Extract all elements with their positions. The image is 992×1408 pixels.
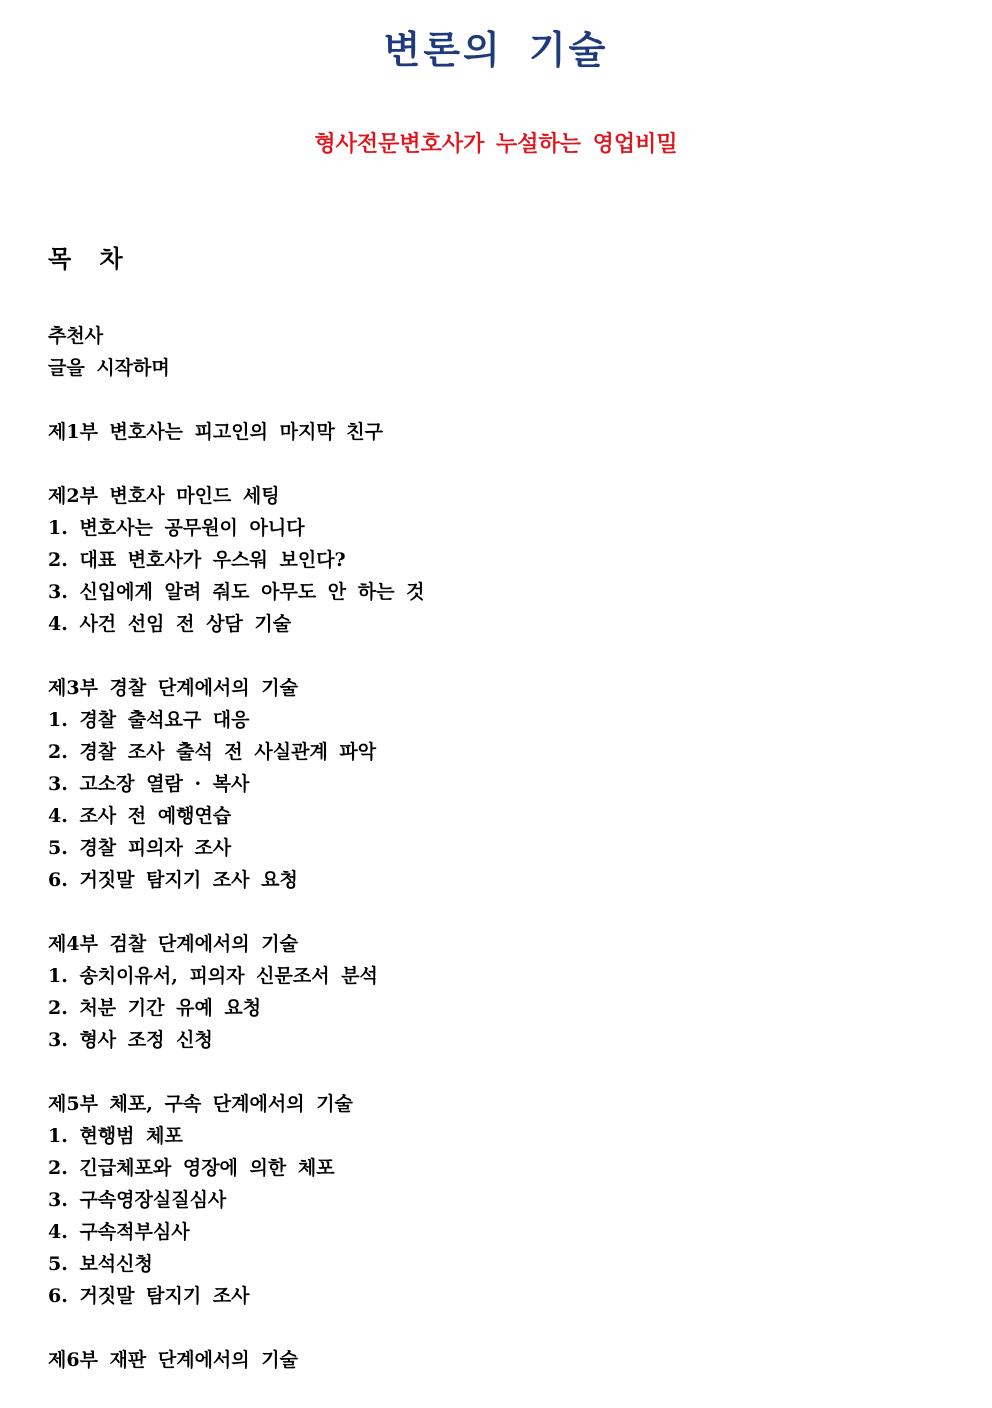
toc-part-title: 제1부 변호사는 피고인의 마지막 친구 (48, 421, 383, 443)
toc-heading: 목 차 (48, 244, 133, 273)
toc-chapter: 2. 경찰 조사 출석 전 사실관계 파악 (48, 741, 377, 763)
toc-chapter: 3. 신입에게 알려 줘도 아무도 안 하는 것 (48, 581, 425, 603)
toc-part-title: 제5부 체포, 구속 단계에서의 기술 (48, 1093, 353, 1115)
toc-entry-introduction: 글을 시작하며 (48, 357, 170, 379)
toc-front-matter (48, 320, 948, 384)
toc-chapter: 2. 긴급체포와 영장에 의한 체포 (48, 1157, 335, 1179)
toc-chapter: 1. 경찰 출석요구 대응 (48, 709, 250, 731)
toc-chapter: 6. 거짓말 탐지기 조사 (48, 1285, 250, 1307)
toc-part-1 (48, 416, 948, 448)
toc-part-title: 제2부 변호사 마인드 세팅 (48, 485, 280, 507)
toc-chapter: 3. 형사 조정 신청 (48, 1029, 213, 1051)
toc-part-6 (48, 1344, 948, 1376)
toc-part-title: 제3부 경찰 단계에서의 기술 (48, 677, 298, 699)
document-title: 변론의 기술 (383, 27, 609, 72)
toc-chapter: 4. 조사 전 예행연습 (48, 805, 232, 827)
toc-chapter: 6. 거짓말 탐지기 조사 요청 (48, 869, 298, 891)
table-of-contents (48, 320, 948, 1408)
toc-chapter: 1. 송치이유서, 피의자 신문조서 분석 (48, 965, 378, 987)
toc-chapter: 5. 경찰 피의자 조사 (48, 837, 232, 859)
toc-chapter: 1. 현행범 체포 (48, 1125, 183, 1147)
toc-part-4 (48, 928, 948, 1056)
document-subtitle: 형사전문변호사가 누설하는 영업비밀 (314, 131, 678, 157)
toc-part-2 (48, 480, 948, 640)
toc-part-title: 제4부 검찰 단계에서의 기술 (48, 933, 298, 955)
toc-chapter: 2. 처분 기간 유예 요청 (48, 997, 262, 1019)
toc-chapter: 3. 고소장 열람 · 복사 (48, 773, 250, 795)
toc-chapter: 3. 구속영장실질심사 (48, 1189, 227, 1211)
toc-entry-foreword: 추천사 (48, 325, 104, 347)
toc-chapter: 4. 구속적부심사 (48, 1221, 190, 1243)
toc-part-3 (48, 672, 948, 896)
toc-chapter: 4. 사건 선임 전 상담 기술 (48, 613, 292, 635)
toc-chapter: 1. 변호사는 공무원이 아니다 (48, 517, 305, 539)
toc-part-title: 제6부 재판 단계에서의 기술 (48, 1349, 298, 1371)
toc-part-5 (48, 1088, 948, 1312)
toc-chapter: 2. 대표 변호사가 우스워 보인다? (48, 549, 346, 571)
toc-chapter: 5. 보석신청 (48, 1253, 153, 1275)
